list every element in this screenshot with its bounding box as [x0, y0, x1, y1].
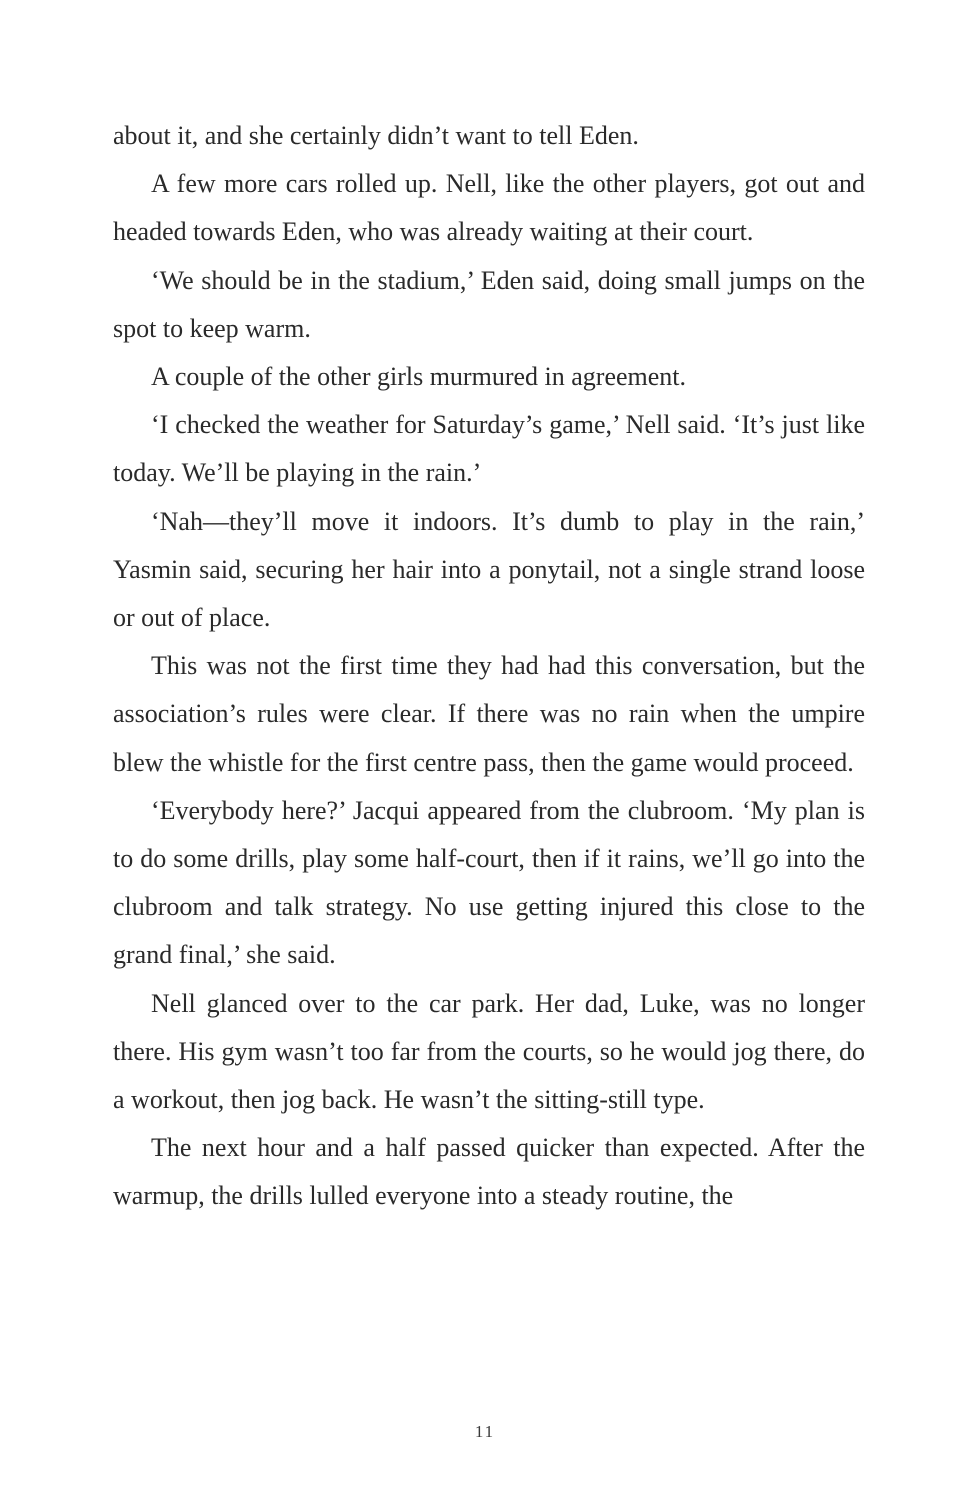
paragraph: Nell glanced over to the car park. Her dad, Luke, was no longer there. His gym wasn’t too far from the courts, so he would jog there, do a workout, then jog back. He wasn’t the sitting-still type.: [113, 988, 865, 1115]
paragraph: ‘We should be in the stadium,’ Eden said, doing small jumps on the spot to keep warm.: [113, 265, 865, 343]
paragraph: ‘Nah—they’ll move it indoors. It’s dumb to play in the rain,’ Yasmin said, securing her hair into a ponytail, not a single strand loose or out of place.: [113, 506, 865, 633]
paragraph: This was not the first time they had had this conversation, but the association’s rules were clear. If there was no rain when the umpire blew the whistle for the first centre pass, then the game would proceed.: [113, 651, 865, 777]
paragraph-continuation: about it, and she certainly didn’t want to tell Eden.: [113, 121, 639, 150]
paragraph: ‘Everybody here?’ Jacqui appeared from the clubroom. ‘My plan is to do some drills, play some half-court, then if it rains, we’ll go into the clubroom and talk strategy. No use getting injured this close to the grand final,’ she said.: [113, 795, 865, 970]
page-number: 11: [474, 1422, 496, 1441]
paragraph: A few more cars rolled up. Nell, like the other players, got out and headed towards Eden, who was already waiting at their court.: [113, 169, 865, 247]
paragraph: A couple of the other girls murmured in agreement.: [151, 362, 687, 392]
body-text: [113, 112, 865, 1221]
paragraph: The next hour and a half passed quicker than expected. After the warmup, the drills lulled everyone into a steady routine, the: [113, 1133, 865, 1211]
paragraph: ‘I checked the weather for Saturday’s game,’ Nell said. ‘It’s just like today. We’ll be playing in the rain.’: [113, 410, 865, 488]
